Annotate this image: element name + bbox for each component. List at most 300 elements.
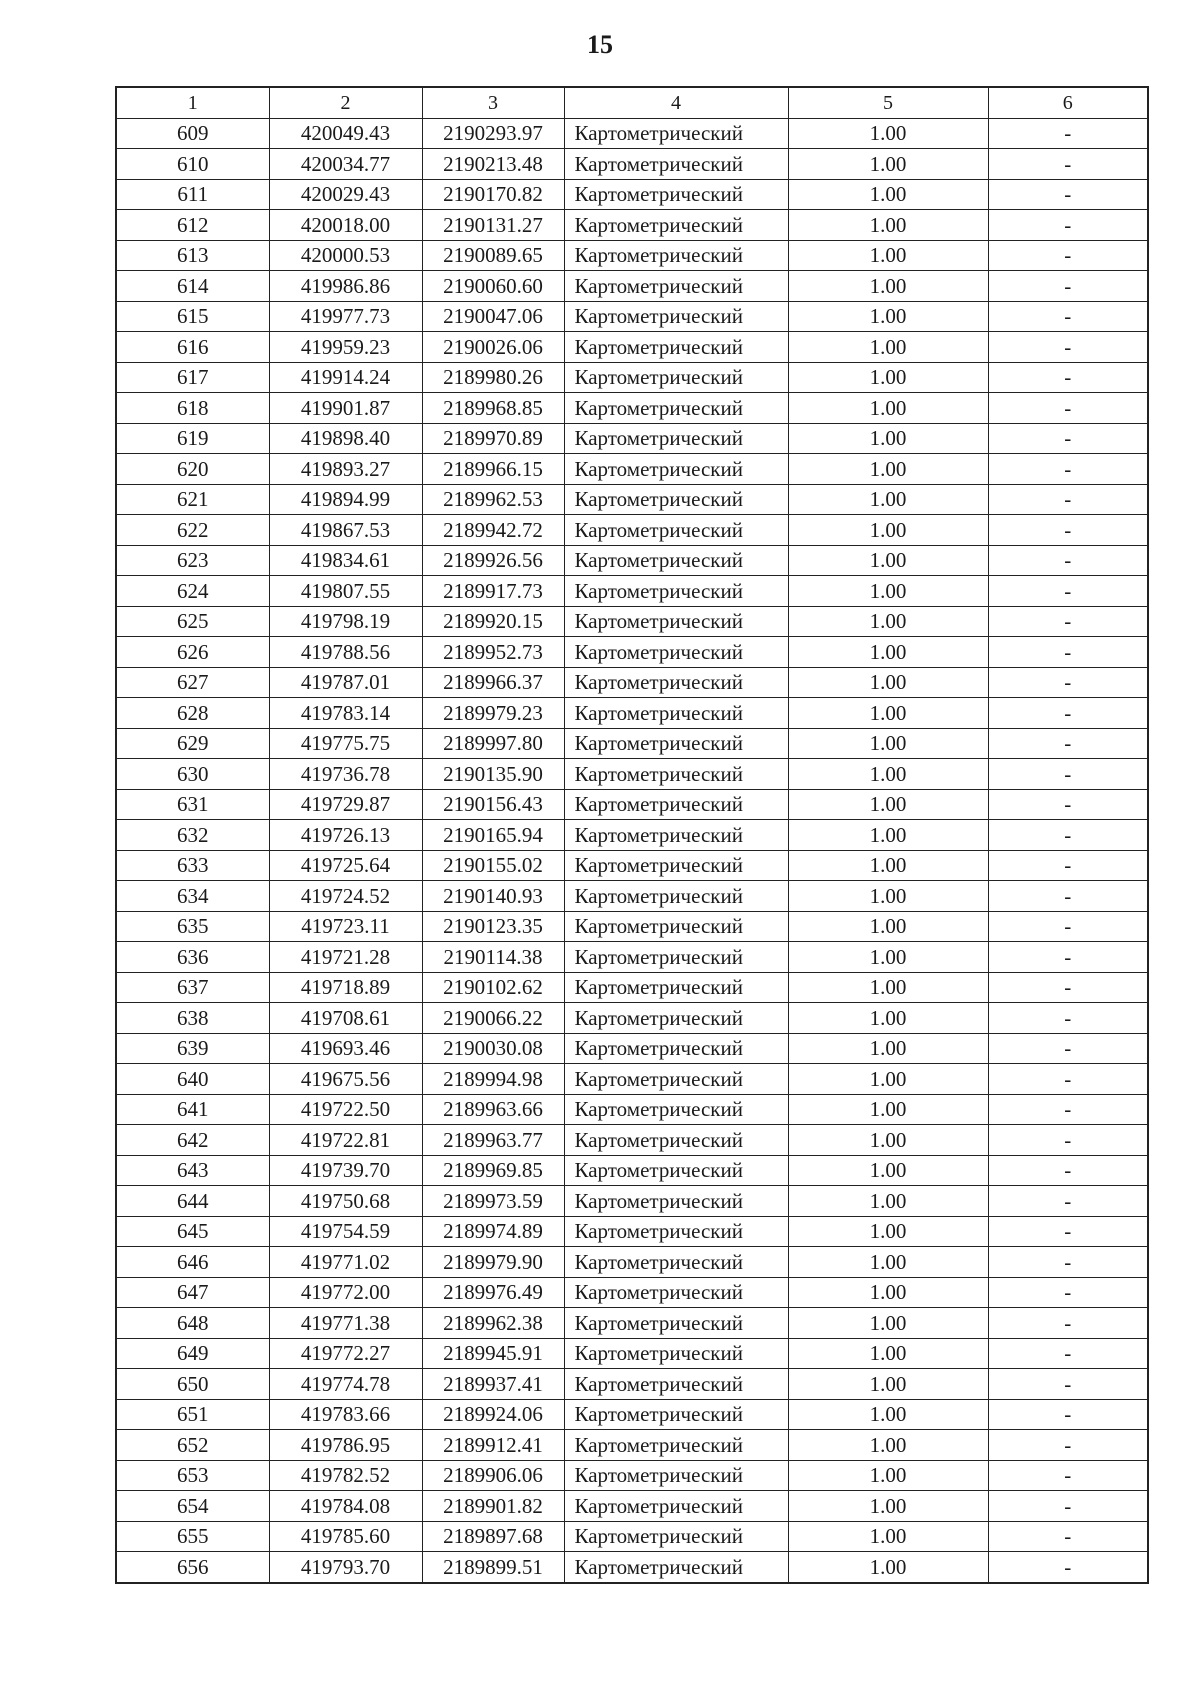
x-coordinate-cell: 419772.27 [269,1338,422,1369]
x-coordinate-cell: 419788.56 [269,637,422,668]
x-coordinate-cell: 419793.70 [269,1552,422,1583]
x-coordinate-cell: 420018.00 [269,210,422,241]
point-number-cell: 611 [116,179,269,210]
accuracy-cell: 1.00 [788,789,988,820]
y-coordinate-cell: 2189897.68 [422,1521,564,1552]
accuracy-cell: 1.00 [788,820,988,851]
coordinates-table [115,86,1149,1584]
method-cell: Картометрический [564,1369,788,1400]
y-coordinate-cell: 2189979.90 [422,1247,564,1278]
point-number-cell: 609 [116,118,269,149]
method-cell: Картометрический [564,1521,788,1552]
description-cell: - [988,728,1148,759]
table-row [116,301,1148,332]
method-cell: Картометрический [564,423,788,454]
x-coordinate-cell: 419722.81 [269,1125,422,1156]
table-row [116,149,1148,180]
x-coordinate-cell: 419914.24 [269,362,422,393]
method-cell: Картометрический [564,1552,788,1583]
point-number-cell: 643 [116,1155,269,1186]
method-cell: Картометрический [564,698,788,729]
accuracy-cell: 1.00 [788,1094,988,1125]
description-cell: - [988,484,1148,515]
table-row [116,728,1148,759]
method-cell: Картометрический [564,1094,788,1125]
method-cell: Картометрический [564,1064,788,1095]
table-row [116,179,1148,210]
table-row [116,1247,1148,1278]
accuracy-cell: 1.00 [788,1277,988,1308]
column-header: 3 [422,87,564,118]
point-number-cell: 627 [116,667,269,698]
description-cell: - [988,271,1148,302]
y-coordinate-cell: 2189945.91 [422,1338,564,1369]
table-row [116,1186,1148,1217]
point-number-cell: 638 [116,1003,269,1034]
point-number-cell: 651 [116,1399,269,1430]
point-number-cell: 624 [116,576,269,607]
description-cell: - [988,1247,1148,1278]
point-number-cell: 621 [116,484,269,515]
table-row [116,637,1148,668]
accuracy-cell: 1.00 [788,881,988,912]
table-row [116,454,1148,485]
x-coordinate-cell: 419898.40 [269,423,422,454]
point-number-cell: 656 [116,1552,269,1583]
accuracy-cell: 1.00 [788,545,988,576]
column-header: 2 [269,87,422,118]
description-cell: - [988,1033,1148,1064]
y-coordinate-cell: 2189976.49 [422,1277,564,1308]
x-coordinate-cell: 419783.14 [269,698,422,729]
x-coordinate-cell: 419901.87 [269,393,422,424]
point-number-cell: 613 [116,240,269,271]
accuracy-cell: 1.00 [788,1369,988,1400]
table-row [116,1033,1148,1064]
y-coordinate-cell: 2190135.90 [422,759,564,790]
description-cell: - [988,1064,1148,1095]
accuracy-cell: 1.00 [788,1430,988,1461]
accuracy-cell: 1.00 [788,1003,988,1034]
method-cell: Картометрический [564,942,788,973]
x-coordinate-cell: 419775.75 [269,728,422,759]
accuracy-cell: 1.00 [788,1064,988,1095]
description-cell: - [988,179,1148,210]
table-row [116,1552,1148,1583]
y-coordinate-cell: 2189924.06 [422,1399,564,1430]
y-coordinate-cell: 2190170.82 [422,179,564,210]
description-cell: - [988,911,1148,942]
y-coordinate-cell: 2190026.06 [422,332,564,363]
method-cell: Картометрический [564,545,788,576]
point-number-cell: 610 [116,149,269,180]
y-coordinate-cell: 2189937.41 [422,1369,564,1400]
description-cell: - [988,362,1148,393]
x-coordinate-cell: 419798.19 [269,606,422,637]
method-cell: Картометрический [564,972,788,1003]
y-coordinate-cell: 2190089.65 [422,240,564,271]
description-cell: - [988,545,1148,576]
point-number-cell: 636 [116,942,269,973]
accuracy-cell: 1.00 [788,1033,988,1064]
table-row [116,1277,1148,1308]
description-cell: - [988,759,1148,790]
table-row [116,515,1148,546]
table-row [116,423,1148,454]
method-cell: Картометрический [564,728,788,759]
table-row [116,1460,1148,1491]
table-row [116,1003,1148,1034]
y-coordinate-cell: 2190156.43 [422,789,564,820]
description-cell: - [988,1125,1148,1156]
x-coordinate-cell: 419959.23 [269,332,422,363]
y-coordinate-cell: 2189963.77 [422,1125,564,1156]
y-coordinate-cell: 2189962.53 [422,484,564,515]
y-coordinate-cell: 2190293.97 [422,118,564,149]
point-number-cell: 620 [116,454,269,485]
description-cell: - [988,454,1148,485]
method-cell: Картометрический [564,759,788,790]
method-cell: Картометрический [564,301,788,332]
x-coordinate-cell: 419754.59 [269,1216,422,1247]
y-coordinate-cell: 2189979.23 [422,698,564,729]
method-cell: Картометрический [564,1186,788,1217]
accuracy-cell: 1.00 [788,1460,988,1491]
y-coordinate-cell: 2190060.60 [422,271,564,302]
x-coordinate-cell: 419834.61 [269,545,422,576]
point-number-cell: 617 [116,362,269,393]
accuracy-cell: 1.00 [788,393,988,424]
accuracy-cell: 1.00 [788,362,988,393]
description-cell: - [988,240,1148,271]
y-coordinate-cell: 2190102.62 [422,972,564,1003]
description-cell: - [988,515,1148,546]
accuracy-cell: 1.00 [788,911,988,942]
point-number-cell: 642 [116,1125,269,1156]
x-coordinate-cell: 419675.56 [269,1064,422,1095]
point-number-cell: 645 [116,1216,269,1247]
column-header: 6 [988,87,1148,118]
method-cell: Картометрический [564,1430,788,1461]
method-cell: Картометрический [564,1125,788,1156]
description-cell: - [988,1155,1148,1186]
point-number-cell: 640 [116,1064,269,1095]
description-cell: - [988,606,1148,637]
table-row [116,820,1148,851]
point-number-cell: 637 [116,972,269,1003]
x-coordinate-cell: 419750.68 [269,1186,422,1217]
accuracy-cell: 1.00 [788,179,988,210]
description-cell: - [988,1216,1148,1247]
accuracy-cell: 1.00 [788,1216,988,1247]
y-coordinate-cell: 2190140.93 [422,881,564,912]
description-cell: - [988,1460,1148,1491]
table-row [116,332,1148,363]
description-cell: - [988,1277,1148,1308]
table-row [116,606,1148,637]
x-coordinate-cell: 419986.86 [269,271,422,302]
point-number-cell: 622 [116,515,269,546]
method-cell: Картометрический [564,1003,788,1034]
point-number-cell: 653 [116,1460,269,1491]
description-cell: - [988,667,1148,698]
column-header: 5 [788,87,988,118]
table-row [116,1491,1148,1522]
description-cell: - [988,118,1148,149]
method-cell: Картометрический [564,332,788,363]
y-coordinate-cell: 2190066.22 [422,1003,564,1034]
y-coordinate-cell: 2189952.73 [422,637,564,668]
column-header: 1 [116,87,269,118]
description-cell: - [988,1552,1148,1583]
accuracy-cell: 1.00 [788,698,988,729]
x-coordinate-cell: 419724.52 [269,881,422,912]
y-coordinate-cell: 2189973.59 [422,1186,564,1217]
description-cell: - [988,1491,1148,1522]
description-cell: - [988,332,1148,363]
accuracy-cell: 1.00 [788,1186,988,1217]
x-coordinate-cell: 420000.53 [269,240,422,271]
description-cell: - [988,1521,1148,1552]
method-cell: Картометрический [564,1155,788,1186]
table-row [116,362,1148,393]
table-row [116,484,1148,515]
y-coordinate-cell: 2189917.73 [422,576,564,607]
description-cell: - [988,393,1148,424]
accuracy-cell: 1.00 [788,1338,988,1369]
x-coordinate-cell: 419787.01 [269,667,422,698]
table-row [116,1521,1148,1552]
y-coordinate-cell: 2190131.27 [422,210,564,241]
point-number-cell: 654 [116,1491,269,1522]
description-cell: - [988,637,1148,668]
table-row [116,972,1148,1003]
y-coordinate-cell: 2189926.56 [422,545,564,576]
y-coordinate-cell: 2189899.51 [422,1552,564,1583]
accuracy-cell: 1.00 [788,301,988,332]
x-coordinate-cell: 419893.27 [269,454,422,485]
table-row [116,911,1148,942]
description-cell: - [988,942,1148,973]
table-row [116,1094,1148,1125]
y-coordinate-cell: 2190155.02 [422,850,564,881]
point-number-cell: 652 [116,1430,269,1461]
description-cell: - [988,972,1148,1003]
point-number-cell: 639 [116,1033,269,1064]
description-cell: - [988,576,1148,607]
x-coordinate-cell: 419721.28 [269,942,422,973]
table-row [116,118,1148,149]
description-cell: - [988,210,1148,241]
point-number-cell: 618 [116,393,269,424]
accuracy-cell: 1.00 [788,118,988,149]
x-coordinate-cell: 419786.95 [269,1430,422,1461]
y-coordinate-cell: 2189980.26 [422,362,564,393]
y-coordinate-cell: 2190213.48 [422,149,564,180]
x-coordinate-cell: 419771.38 [269,1308,422,1339]
method-cell: Картометрический [564,515,788,546]
accuracy-cell: 1.00 [788,149,988,180]
accuracy-cell: 1.00 [788,576,988,607]
table-row [116,1064,1148,1095]
method-cell: Картометрический [564,1308,788,1339]
point-number-cell: 633 [116,850,269,881]
point-number-cell: 614 [116,271,269,302]
accuracy-cell: 1.00 [788,1399,988,1430]
y-coordinate-cell: 2190047.06 [422,301,564,332]
point-number-cell: 615 [116,301,269,332]
x-coordinate-cell: 419723.11 [269,911,422,942]
table-row [116,576,1148,607]
point-number-cell: 632 [116,820,269,851]
accuracy-cell: 1.00 [788,1552,988,1583]
table-row [116,393,1148,424]
point-number-cell: 655 [116,1521,269,1552]
table-row [116,1399,1148,1430]
table-row [116,1338,1148,1369]
table-row [116,545,1148,576]
method-cell: Картометрический [564,210,788,241]
accuracy-cell: 1.00 [788,332,988,363]
y-coordinate-cell: 2190114.38 [422,942,564,973]
accuracy-cell: 1.00 [788,637,988,668]
x-coordinate-cell: 419977.73 [269,301,422,332]
description-cell: - [988,1094,1148,1125]
accuracy-cell: 1.00 [788,1491,988,1522]
y-coordinate-cell: 2189906.06 [422,1460,564,1491]
point-number-cell: 631 [116,789,269,820]
y-coordinate-cell: 2190165.94 [422,820,564,851]
y-coordinate-cell: 2189969.85 [422,1155,564,1186]
table-row [116,1125,1148,1156]
table-row [116,942,1148,973]
accuracy-cell: 1.00 [788,210,988,241]
point-number-cell: 650 [116,1369,269,1400]
method-cell: Картометрический [564,606,788,637]
point-number-cell: 628 [116,698,269,729]
point-number-cell: 634 [116,881,269,912]
accuracy-cell: 1.00 [788,271,988,302]
method-cell: Картометрический [564,1216,788,1247]
table-row [116,1216,1148,1247]
page-number: 15 [587,30,613,59]
y-coordinate-cell: 2189920.15 [422,606,564,637]
table-row [116,789,1148,820]
point-number-cell: 623 [116,545,269,576]
accuracy-cell: 1.00 [788,606,988,637]
description-cell: - [988,1430,1148,1461]
description-cell: - [988,1186,1148,1217]
method-cell: Картометрический [564,1399,788,1430]
y-coordinate-cell: 2190123.35 [422,911,564,942]
point-number-cell: 626 [116,637,269,668]
description-cell: - [988,1338,1148,1369]
accuracy-cell: 1.00 [788,850,988,881]
x-coordinate-cell: 419736.78 [269,759,422,790]
accuracy-cell: 1.00 [788,515,988,546]
accuracy-cell: 1.00 [788,759,988,790]
method-cell: Картометрический [564,1033,788,1064]
table-row [116,240,1148,271]
y-coordinate-cell: 2189974.89 [422,1216,564,1247]
y-coordinate-cell: 2189994.98 [422,1064,564,1095]
x-coordinate-cell: 419739.70 [269,1155,422,1186]
method-cell: Картометрический [564,454,788,485]
description-cell: - [988,149,1148,180]
table-row [116,667,1148,698]
y-coordinate-cell: 2189966.37 [422,667,564,698]
x-coordinate-cell: 419774.78 [269,1369,422,1400]
x-coordinate-cell: 419785.60 [269,1521,422,1552]
point-number-cell: 619 [116,423,269,454]
accuracy-cell: 1.00 [788,1247,988,1278]
accuracy-cell: 1.00 [788,1125,988,1156]
accuracy-cell: 1.00 [788,728,988,759]
x-coordinate-cell: 419729.87 [269,789,422,820]
table-row [116,210,1148,241]
x-coordinate-cell: 419772.00 [269,1277,422,1308]
table-row [116,1308,1148,1339]
description-cell: - [988,698,1148,729]
accuracy-cell: 1.00 [788,667,988,698]
table-row [116,1369,1148,1400]
description-cell: - [988,1369,1148,1400]
table-row [116,1430,1148,1461]
x-coordinate-cell: 420029.43 [269,179,422,210]
accuracy-cell: 1.00 [788,454,988,485]
x-coordinate-cell: 419722.50 [269,1094,422,1125]
y-coordinate-cell: 2189968.85 [422,393,564,424]
table-row [116,1155,1148,1186]
accuracy-cell: 1.00 [788,1155,988,1186]
table-row [116,850,1148,881]
x-coordinate-cell: 419693.46 [269,1033,422,1064]
method-cell: Картометрический [564,1338,788,1369]
x-coordinate-cell: 419807.55 [269,576,422,607]
x-coordinate-cell: 419783.66 [269,1399,422,1430]
method-cell: Картометрический [564,1491,788,1522]
y-coordinate-cell: 2189970.89 [422,423,564,454]
x-coordinate-cell: 419867.53 [269,515,422,546]
method-cell: Картометрический [564,881,788,912]
point-number-cell: 612 [116,210,269,241]
x-coordinate-cell: 419782.52 [269,1460,422,1491]
y-coordinate-cell: 2189997.80 [422,728,564,759]
method-cell: Картометрический [564,637,788,668]
method-cell: Картометрический [564,240,788,271]
point-number-cell: 616 [116,332,269,363]
x-coordinate-cell: 419771.02 [269,1247,422,1278]
method-cell: Картометрический [564,362,788,393]
point-number-cell: 648 [116,1308,269,1339]
point-number-cell: 629 [116,728,269,759]
method-cell: Картометрический [564,484,788,515]
y-coordinate-cell: 2189966.15 [422,454,564,485]
method-cell: Картометрический [564,1247,788,1278]
table-body [116,118,1148,1583]
accuracy-cell: 1.00 [788,423,988,454]
point-number-cell: 630 [116,759,269,790]
description-cell: - [988,850,1148,881]
method-cell: Картометрический [564,789,788,820]
method-cell: Картометрический [564,1277,788,1308]
accuracy-cell: 1.00 [788,1521,988,1552]
column-header: 4 [564,87,788,118]
table-header-row [116,87,1148,118]
table-row [116,759,1148,790]
accuracy-cell: 1.00 [788,484,988,515]
y-coordinate-cell: 2189901.82 [422,1491,564,1522]
